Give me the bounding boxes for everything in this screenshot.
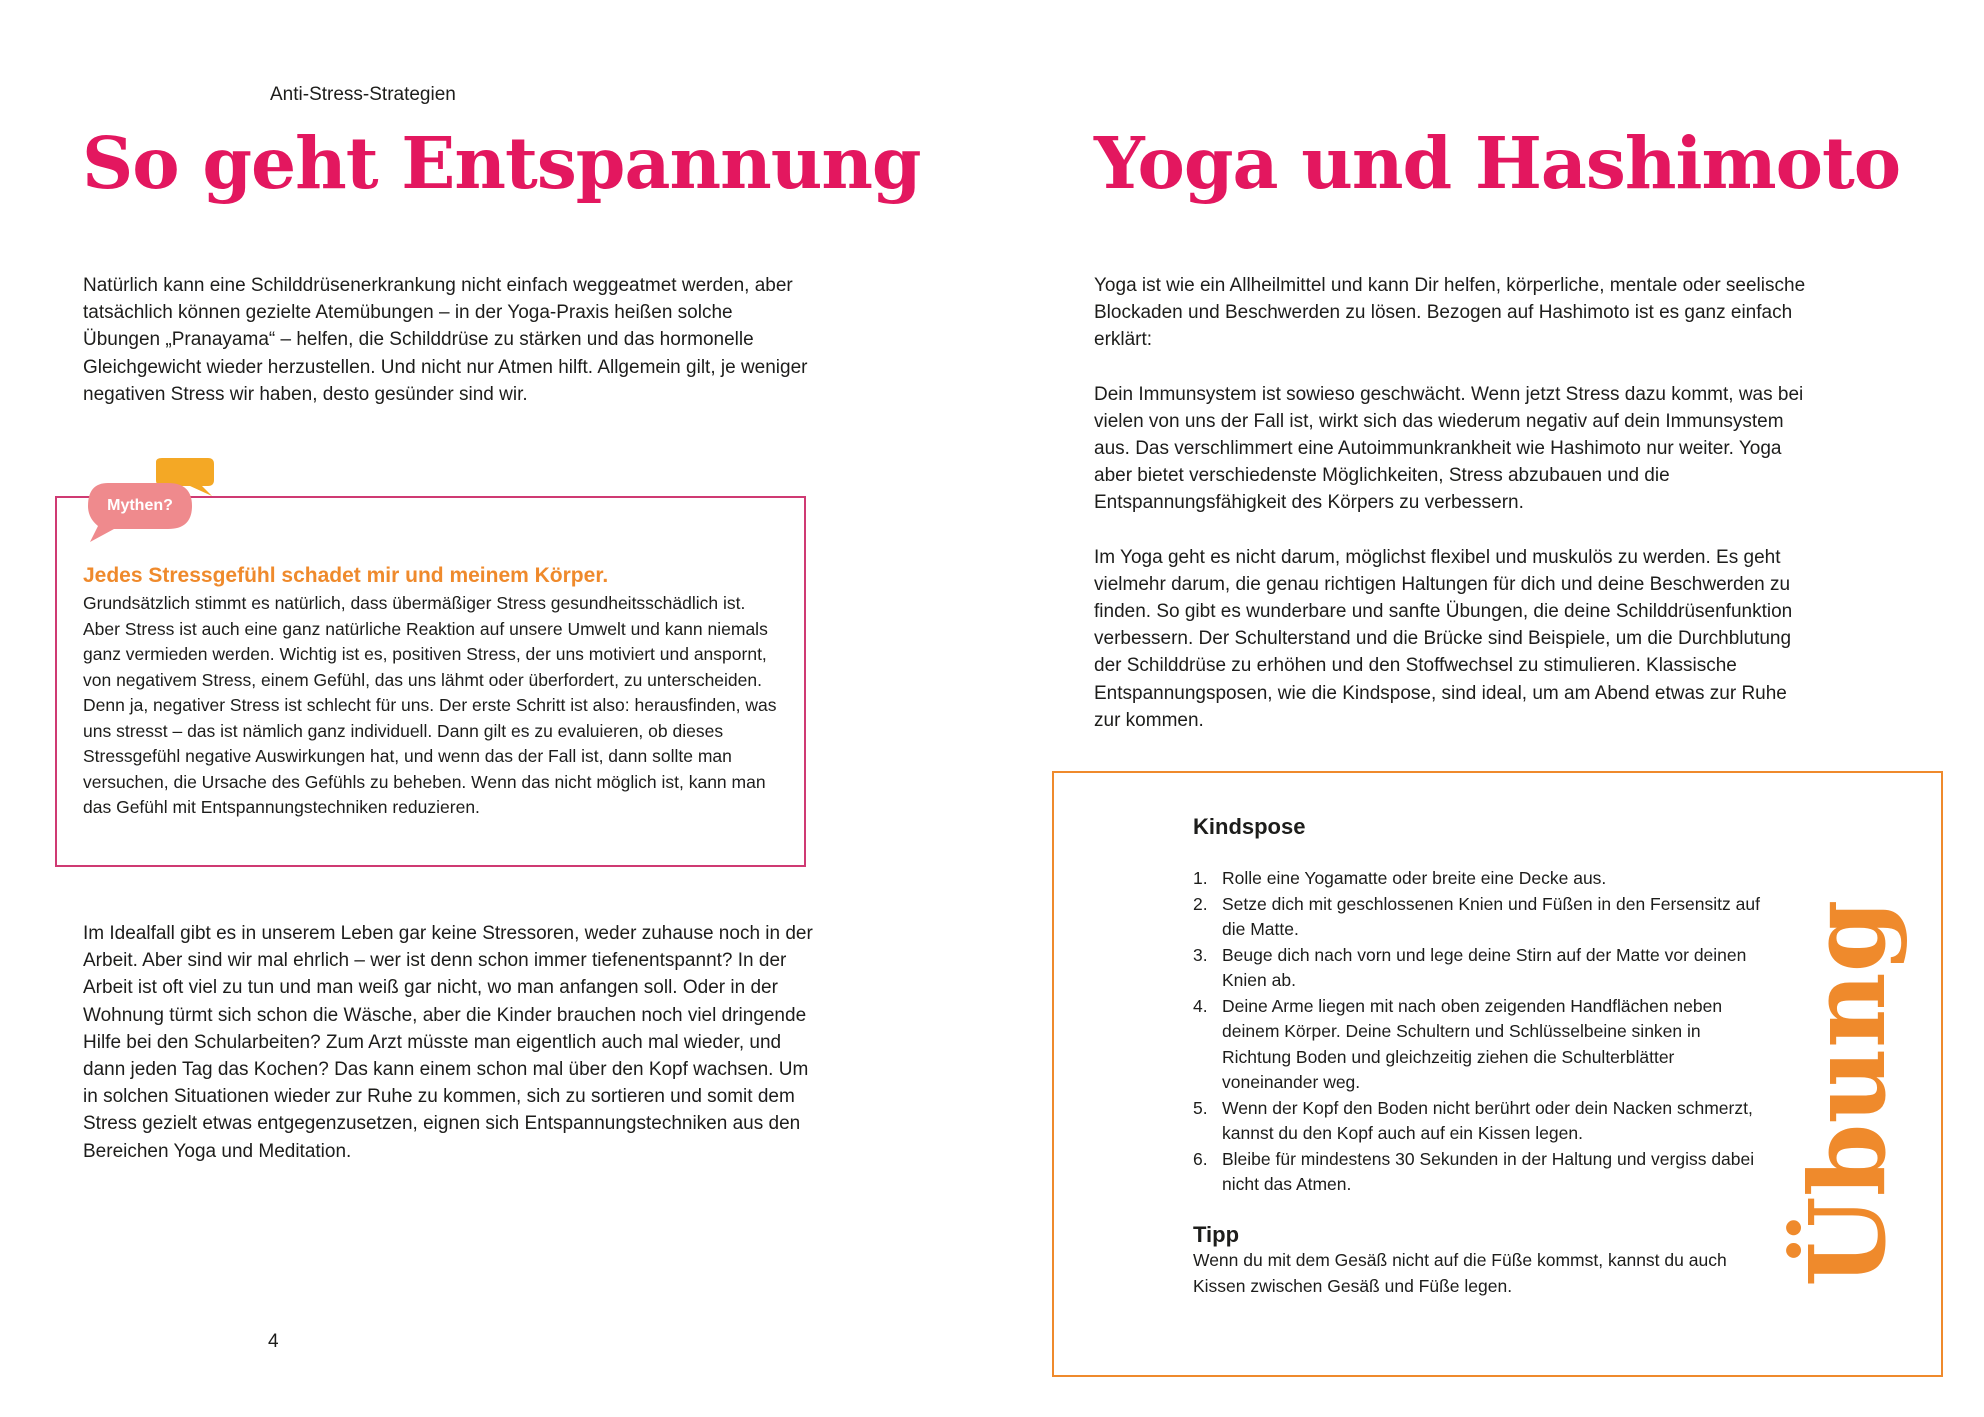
- step-number: 2.: [1193, 893, 1208, 914]
- section-kicker: Anti-Stress-Strategien: [270, 84, 456, 105]
- step-text: Wenn der Kopf den Boden nicht berührt oder dein Nacken schmerzt, kannst du den Kopf auch auf ein Kissen legen.: [1222, 1097, 1753, 1143]
- page-title-right: Yoga und Hashimoto: [1094, 121, 1901, 205]
- list-item: [1193, 892, 1773, 943]
- intro-paragraph: Natürlich kann eine Schilddrüsenerkrankung nicht einfach weggeatmet werden, aber tatsächlich können gezielte Atemübungen – in der Yoga-Praxis heißen solche Übungen „Pranayama“ – helfen, die Schilddrüse zu stärken und das hormonelle Gleichgewicht wieder herzustellen. Und nicht nur Atmen hilft. Allgemein gilt, je weniger negativen Stress wir haben, desto gesünder sind wir.: [83, 275, 808, 405]
- list-item: [1193, 1147, 1773, 1198]
- page-number: 4: [268, 1331, 279, 1352]
- list-item: [1193, 943, 1773, 994]
- right-body: [1094, 272, 1814, 761]
- step-text: Beuge dich nach vorn und lege deine Stirn auf der Matte vor deinen Knien ab.: [1222, 944, 1747, 990]
- page-title-left: So geht Entspannung: [82, 121, 921, 205]
- myth-bubble-label: Mythen?: [107, 497, 173, 514]
- myth-text: Grundsätzlich stimmt es natürlich, dass übermäßiger Stress gesundheitsschädlich ist. Aber Stress ist auch eine ganz natürliche Reaktion auf unsere Umwelt und kann niemals ganz vermieden werden. Wichtig ist es, positiven Stress, der uns motiviert und anspornt, von negativem Stress, einem Gefühl, das uns lähmt oder überfordert, zu unterscheiden. Denn ja, negativer Stress ist schlecht für uns. Der erste Schritt ist also: herausfinden, was uns stresst – das ist nämlich ganz individuell. Dann gilt es zu evaluieren, ob dieses Stressgefühl negative Auswirkungen hat, und wenn das der Fall ist, dann sollte man versuchen, die Ursache des Gefühls zu beheben. Wenn das nicht möglich ist, kann man das Gefühl mit Entspannungstechniken reduzieren.: [83, 593, 777, 817]
- right-paragraph: Im Yoga geht es nicht darum, möglichst flexibel und muskulös zu werden. Es geht vielmehr darum, die genau richtigen Haltungen für dich und deine Beschwerden zu finden. So gibt es wunderbare und sanfte Übungen, die deine Schilddrüsenfunktion verbessern. Der Schulterstand und die Brücke sind Beispiele, um die Durchblutung der Schilddrüse zu erhöhen und den Stoffwechsel zu stimulieren. Klassische Entspannungsposen, wie die Kindspose, sind ideal, um am Abend etwas zur Ruhe zur kommen.: [1094, 546, 1793, 731]
- step-text: Deine Arme liegen mit nach oben zeigenden Handflächen neben deinem Körper. Deine Schultern und Schlüsselbeine sinken in Richtung Boden und gleichzeitig ziehen die Schulterblätter voneinander weg.: [1222, 995, 1723, 1092]
- myth-heading: Jedes Stressgefühl schadet mir und meinem Körper.: [83, 564, 609, 587]
- right-paragraph: Dein Immunsystem ist sowieso geschwächt. Wenn jetzt Stress dazu kommt, was bei vielen von uns der Fall ist, wirkt sich das wiederum negativ auf dein Immunsystem aus. Das verschlimmert eine Autoimmunkrankheit wie Hashimoto nur weiter. Yoga aber bietet verschiedenste Möglichkeiten, Stress abzubauen und die Entspannungsfähigkeit des Körpers zu verbessern.: [1094, 383, 1804, 514]
- outro-paragraph: Im Idealfall gibt es in unserem Leben gar keine Stressoren, weder zuhause noch in der Arbeit. Aber sind wir mal ehrlich – wer ist denn schon immer tiefenentspannt? In der Arbeit ist oft viel zu tun und man weiß gar nicht, wo man anfangen soll. Oder in der Wohnung türmt sich schon die Wäsche, aber die Kinder brauchen noch viel dringende Hilfe bei den Schularbeiten? Zum Arzt müsste man eigentlich auch mal wieder, und dann jeden Tag das Kochen? Das kann einem schon mal über den Kopf wachsen. Um in solchen Situationen wieder zur Ruhe zu kommen, sich zu sortieren und somit dem Stress gezielt etwas entgegenzusetzen, eignen sich Entspannungstechniken aus den Bereichen Yoga und Meditation.: [83, 923, 813, 1162]
- exercise-steps: [1193, 866, 1773, 1198]
- right-paragraph: Yoga ist wie ein Allheilmittel und kann Dir helfen, körperliche, mentale oder seelische Blockaden und Beschwerden zu lösen. Bezogen auf Hashimoto ist es ganz einfach erklärt:: [1094, 275, 1806, 351]
- step-number: 5.: [1193, 1097, 1208, 1118]
- step-number: 1.: [1193, 868, 1208, 888]
- step-text: Bleibe für mindestens 30 Sekunden in der Haltung und vergiss dabei nicht das Atmen.: [1222, 1148, 1755, 1194]
- tip-text: Wenn du mit dem Gesäß nicht auf die Füße kommst, kannst du auch Kissen zwischen Gesäß und Füße legen.: [1193, 1250, 1727, 1296]
- list-item: [1193, 1096, 1773, 1147]
- list-item: [1193, 994, 1773, 1096]
- step-number: 3.: [1193, 944, 1208, 965]
- step-number: 6.: [1193, 1148, 1208, 1169]
- step-text: Setze dich mit geschlossenen Knien und Füßen in den Fersensitz auf die Matte.: [1222, 893, 1760, 939]
- step-number: 4.: [1193, 995, 1208, 1016]
- tip-title: Tipp: [1193, 1222, 1240, 1247]
- exercise-title: Kindspose: [1193, 814, 1306, 839]
- list-item: [1193, 866, 1773, 892]
- exercise-side-label: Übung: [1786, 899, 1909, 1287]
- step-text: Rolle eine Yogamatte oder breite eine Decke aus.: [1222, 868, 1607, 888]
